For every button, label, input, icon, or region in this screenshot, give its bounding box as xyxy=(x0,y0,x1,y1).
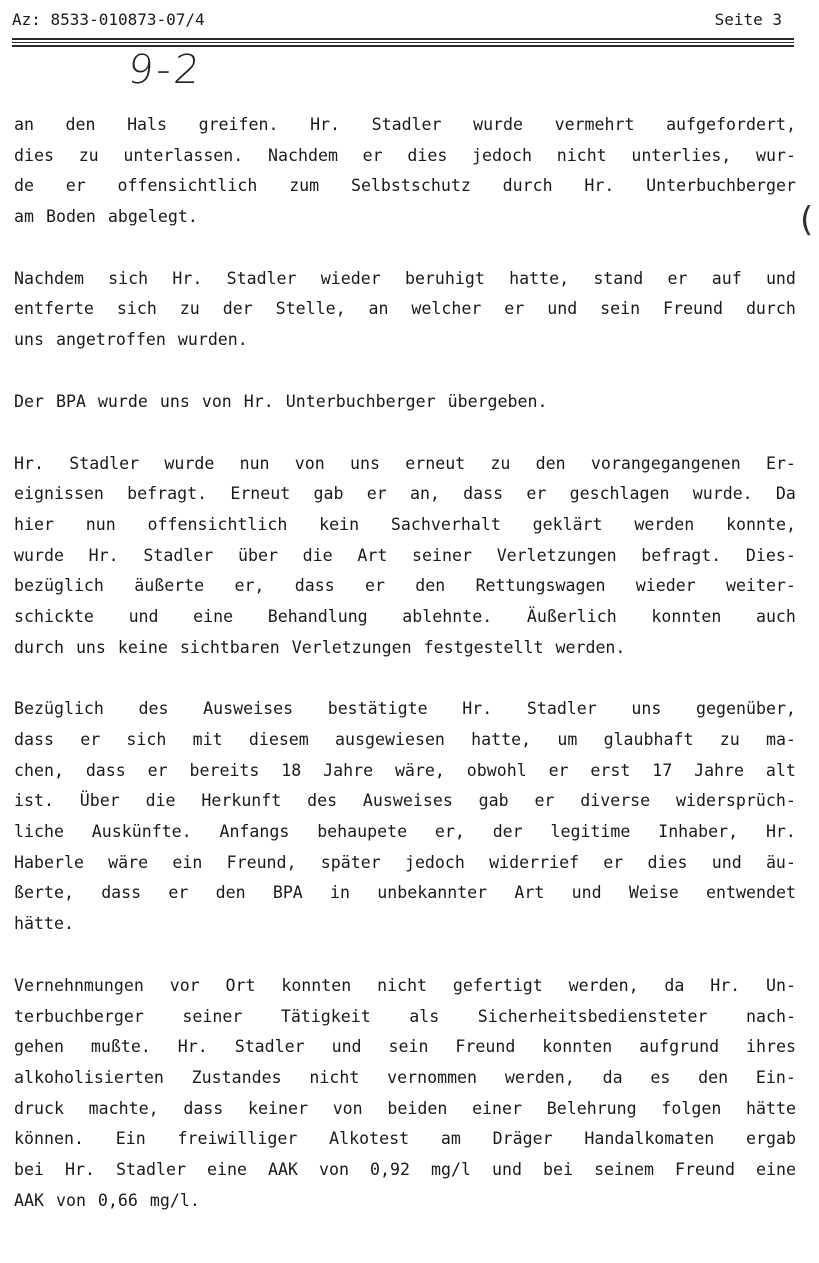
text-line: Hr. Stadler wurde nun von uns erneut zu den vorangegangenen Er- xyxy=(14,453,796,473)
text-line: bezüglich äußerte er, dass er den Rettungswagen wieder weiter- xyxy=(14,576,796,596)
header-rule xyxy=(12,45,794,47)
text-line: uns angetroffen wurden. xyxy=(14,330,248,350)
text-line: de er offensichtlich zum Selbstschutz durch Hr. Unterbuchberger xyxy=(14,176,796,196)
handwritten-note: 9-2 xyxy=(125,47,205,93)
file-number: Az: 8533-010873-07/4 xyxy=(12,10,205,29)
text-line: eignissen befragt. Erneut gab er an, dass er geschlagen wurde. Da xyxy=(14,484,796,504)
text-line: an den Hals greifen. Hr. Stadler wurde vermehrt aufgefordert, xyxy=(14,115,796,134)
page-header xyxy=(12,8,794,32)
paragraph xyxy=(14,264,796,356)
text-line: terbuchberger seiner Tätigkeit als Sicherheitsbediensteter nach- xyxy=(14,1006,796,1026)
paragraph xyxy=(14,694,796,940)
text-line: können. Ein freiwilliger Alkotest am Dräger Handalkomaten ergab xyxy=(14,1129,796,1149)
text-line: gehen mußte. Hr. Stadler und sein Freund konnten aufgrund ihres xyxy=(14,1037,796,1057)
text-line: hier nun offensichtlich kein Sachverhalt geklärt werden konnte, xyxy=(14,514,796,534)
paragraph xyxy=(14,387,796,418)
paragraph xyxy=(14,449,796,664)
header-rule xyxy=(12,38,794,40)
text-line: durch uns keine sichtbaren Verletzungen festgestellt werden. xyxy=(14,637,626,657)
text-line: ßerte, dass er den BPA in unbekannter Art und Weise entwendet xyxy=(14,883,796,903)
paragraph xyxy=(14,110,796,233)
text-line: dies zu unterlassen. Nachdem er dies jedoch nicht unterlies, wur- xyxy=(14,145,796,165)
text-line: bei Hr. Stadler eine AAK von 0,92 mg/l und bei seinem Freund eine xyxy=(14,1159,796,1179)
text-line: druck machte, dass keiner von beiden einer Belehrung folgen hätte xyxy=(14,1098,796,1118)
text-line: alkoholisierten Zustandes nicht vernommen werden, da es den Ein- xyxy=(14,1067,796,1087)
text-line: entferte sich zu der Stelle, an welcher er und sein Freund durch xyxy=(14,299,796,319)
margin-mark: ( xyxy=(800,200,814,240)
text-line: schickte und eine Behandlung ablehnte. Äußerlich konnten auch xyxy=(14,606,796,626)
document-body xyxy=(14,110,796,1247)
text-line: liche Auskünfte. Anfangs behaupete er, der legitime Inhaber, Hr. xyxy=(14,822,796,842)
text-line: AAK von 0,66 mg/l. xyxy=(14,1190,200,1210)
text-line: am Boden abgelegt. xyxy=(14,207,198,227)
header-rule xyxy=(12,42,794,43)
text-line: ist. Über die Herkunft des Ausweises gab er diverse widersprüch- xyxy=(14,791,796,811)
text-line: chen, dass er bereits 18 Jahre wäre, obwohl er erst 17 Jahre alt xyxy=(14,760,796,780)
text-line: wurde Hr. Stadler über die Art seiner Verletzungen befragt. Dies- xyxy=(14,545,796,565)
text-line: Haberle wäre ein Freund, später jedoch widerrief er dies und äu- xyxy=(14,852,796,872)
text-line: Bezüglich des Ausweises bestätigte Hr. Stadler uns gegenüber, xyxy=(14,699,796,719)
text-line: Vernehnmungen vor Ort konnten nicht gefertigt werden, da Hr. Un- xyxy=(14,975,796,995)
paragraph xyxy=(14,971,796,1217)
page-number: Seite 3 xyxy=(714,10,782,29)
text-line: hätte. xyxy=(14,914,74,934)
text-line: Der BPA wurde uns von Hr. Unterbuchberger übergeben. xyxy=(14,391,548,411)
text-line: dass er sich mit diesem ausgewiesen hatte, um glaubhaft zu ma- xyxy=(14,730,796,749)
text-line: Nachdem sich Hr. Stadler wieder beruhigt hatte, stand er auf und xyxy=(14,268,796,288)
